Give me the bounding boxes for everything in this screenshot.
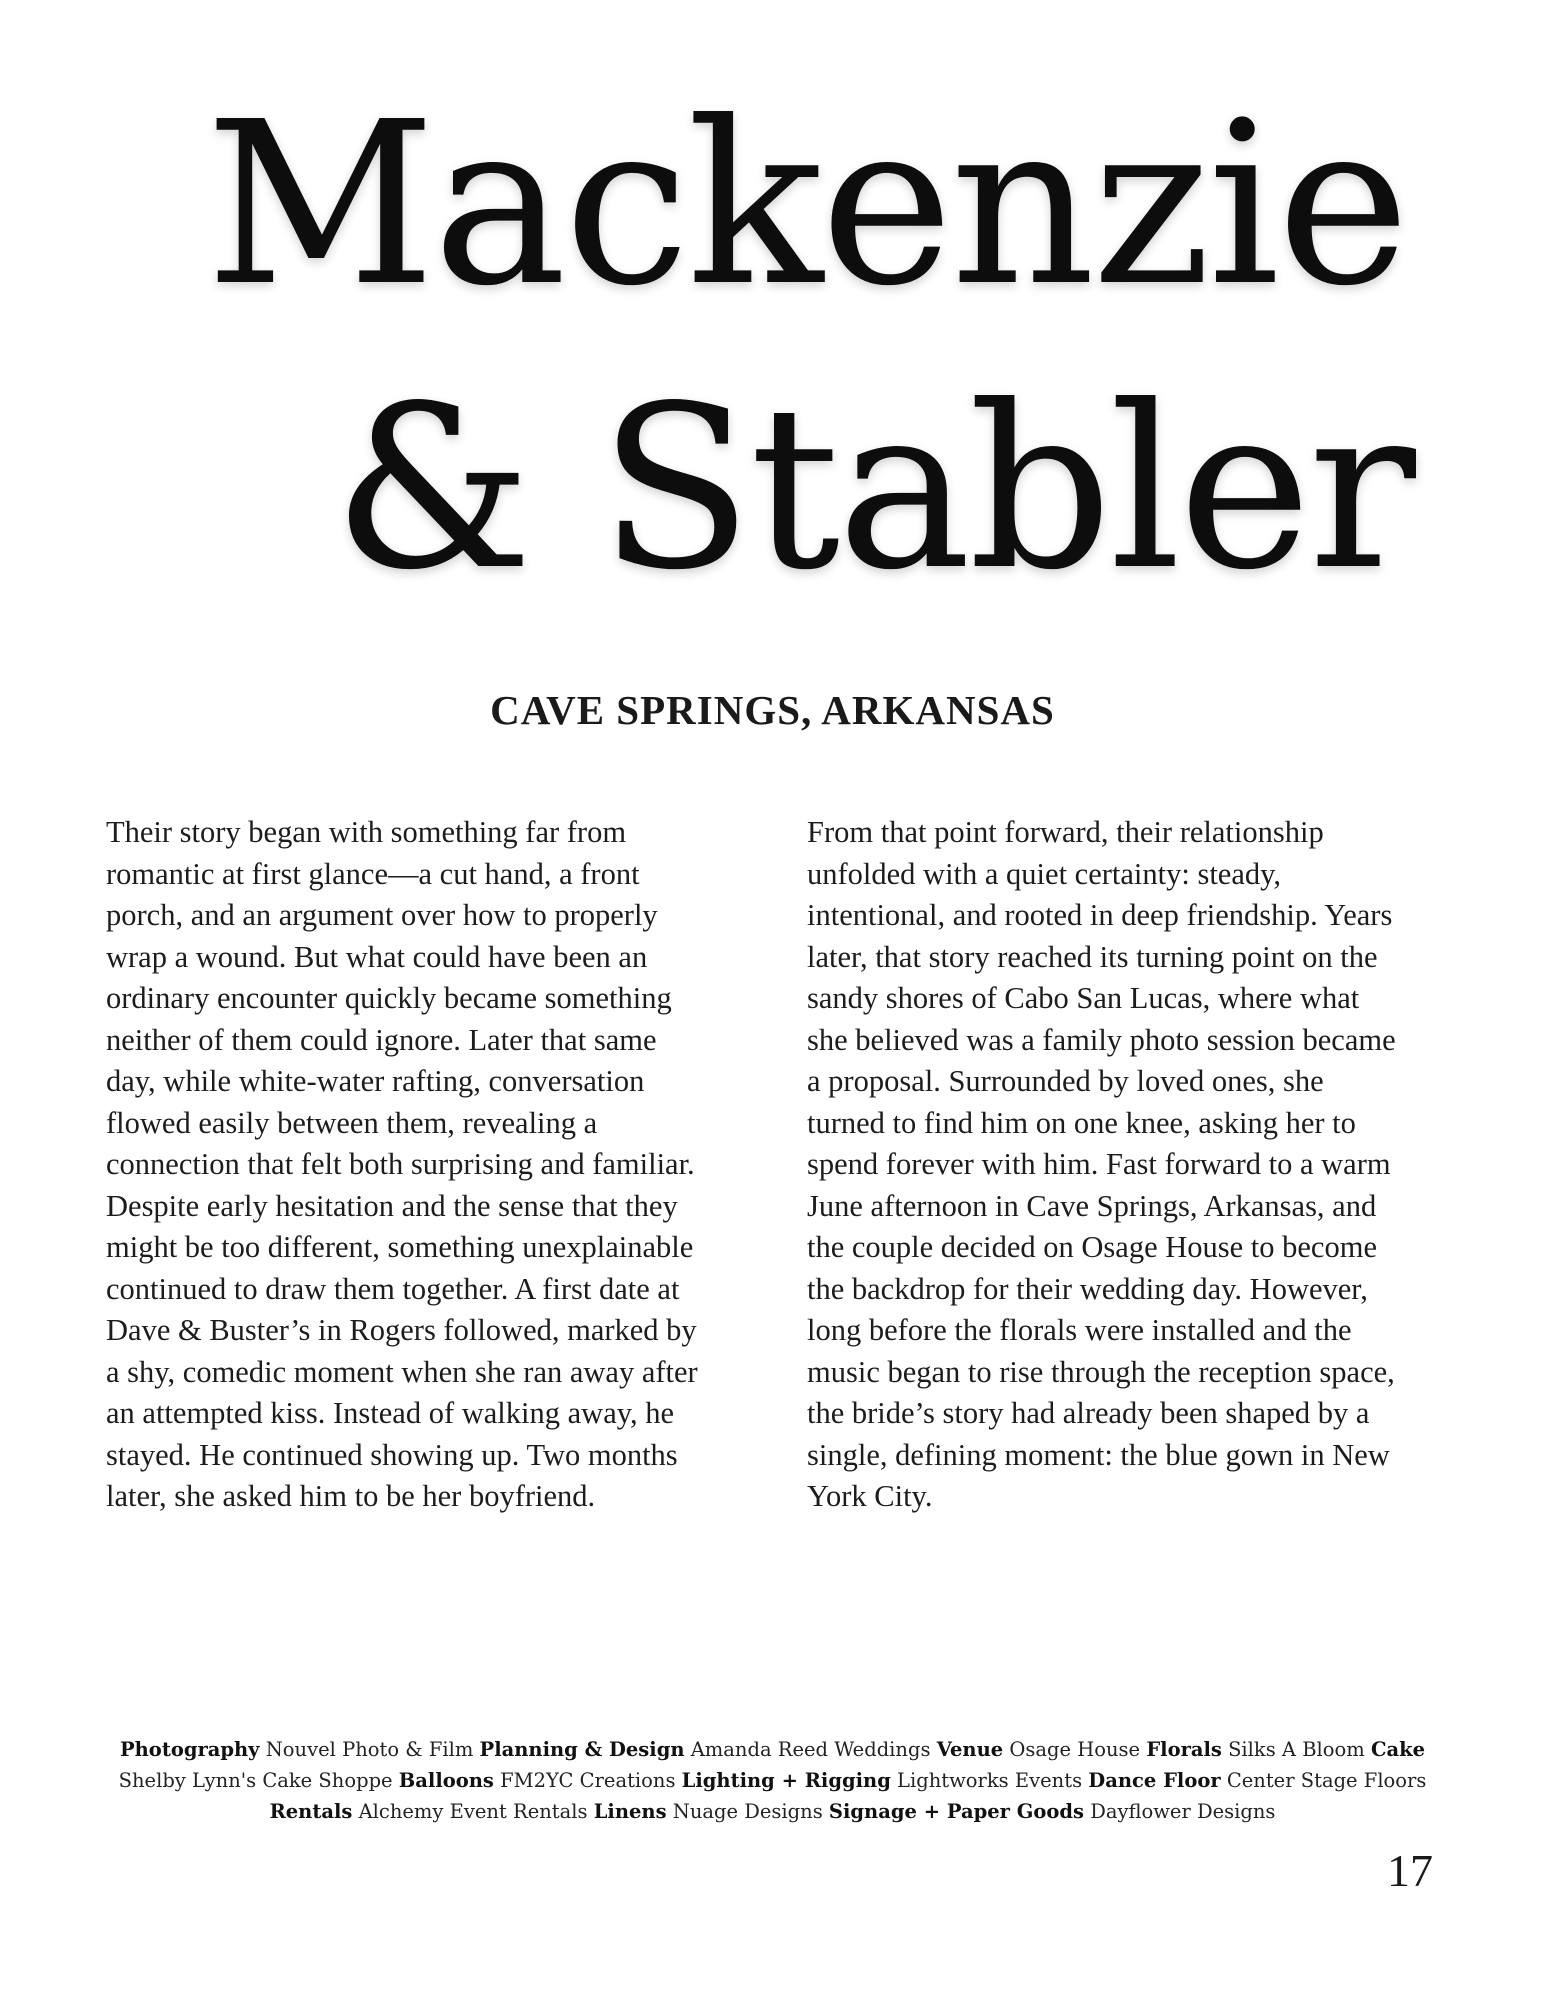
credit-role: Rentals bbox=[269, 1800, 353, 1823]
credit-vendor: Silks A Bloom bbox=[1228, 1738, 1365, 1761]
credit-role: Planning & Design bbox=[479, 1738, 685, 1761]
page-number: 17 bbox=[1387, 1845, 1433, 1896]
credit-vendor: Center Stage Floors bbox=[1226, 1769, 1427, 1792]
credit-vendor: Alchemy Event Rentals bbox=[358, 1800, 588, 1823]
credit-role: Dance Floor bbox=[1088, 1769, 1221, 1792]
credit-vendor: Nuage Designs bbox=[672, 1800, 823, 1823]
credit-vendor: Osage House bbox=[1009, 1738, 1141, 1761]
story-left-column: Their story began with something far from romantic at first glance—a cut hand, a front porch, and an argument over how to properly wrap a wound. But what could have been an ordinary encounter quickly became something neither of them could ignore. Later that same day, while white-water rafting, conversation flowed easily between them, revealing a connection that felt both surprising and familiar. Despite early hesitation and the sense that they might be too different, something unexplainable continued to draw them together. A first date at Dave & Buster’s in Rogers followed, marked by a shy, comedic moment when she ran away after an attempted kiss. Instead of walking away, he stayed. He continued showing up. Two months later, she asked him to be her boyfriend. bbox=[106, 815, 698, 1513]
story-right-column: From that point forward, their relationship unfolded with a quiet certainty: steady, intentional, and rooted in deep friendship. Years later, that story reached its turning point on the sandy shores of Cabo San Lucas, where what she believed was a family photo session became a proposal. Surrounded by loved ones, she turned to find him on one knee, asking her to spend forever with him. Fast forward to a warm June afternoon in Cave Springs, Arkansas, and the couple decided on Osage House to become the backdrop for their wedding day. However, long before the florals were installed and the music began to rise through the reception space, the bride’s story had already been shaped by a single, defining moment: the blue gown in New York City. bbox=[807, 815, 1396, 1513]
credit-role: Linens bbox=[593, 1800, 667, 1823]
credit-vendor: Nouvel Photo & Film bbox=[265, 1738, 474, 1761]
credit-vendor: Amanda Reed Weddings bbox=[690, 1738, 931, 1761]
credit-role: Lighting + Rigging bbox=[681, 1769, 891, 1792]
credit-vendor: Shelby Lynn's Cake Shoppe bbox=[118, 1769, 393, 1792]
credit-role: Photography bbox=[119, 1738, 260, 1761]
vendor-credits bbox=[100, 1734, 1445, 1827]
credit-vendor: FM2YC Creations bbox=[500, 1769, 676, 1792]
credit-role: Florals bbox=[1146, 1738, 1222, 1761]
title-line-2: & Stabler bbox=[332, 358, 1413, 620]
credit-role: Signage + Paper Goods bbox=[828, 1800, 1084, 1823]
location-subtitle: CAVE SPRINGS, ARKANSAS bbox=[490, 687, 1055, 733]
credit-role: Balloons bbox=[398, 1769, 494, 1792]
title-line-1: Mackenzie bbox=[205, 74, 1407, 336]
credit-role: Cake bbox=[1370, 1738, 1426, 1761]
credit-vendor: Lightworks Events bbox=[897, 1769, 1083, 1792]
credit-vendor: Dayflower Designs bbox=[1090, 1800, 1276, 1823]
credit-role: Venue bbox=[936, 1738, 1004, 1761]
